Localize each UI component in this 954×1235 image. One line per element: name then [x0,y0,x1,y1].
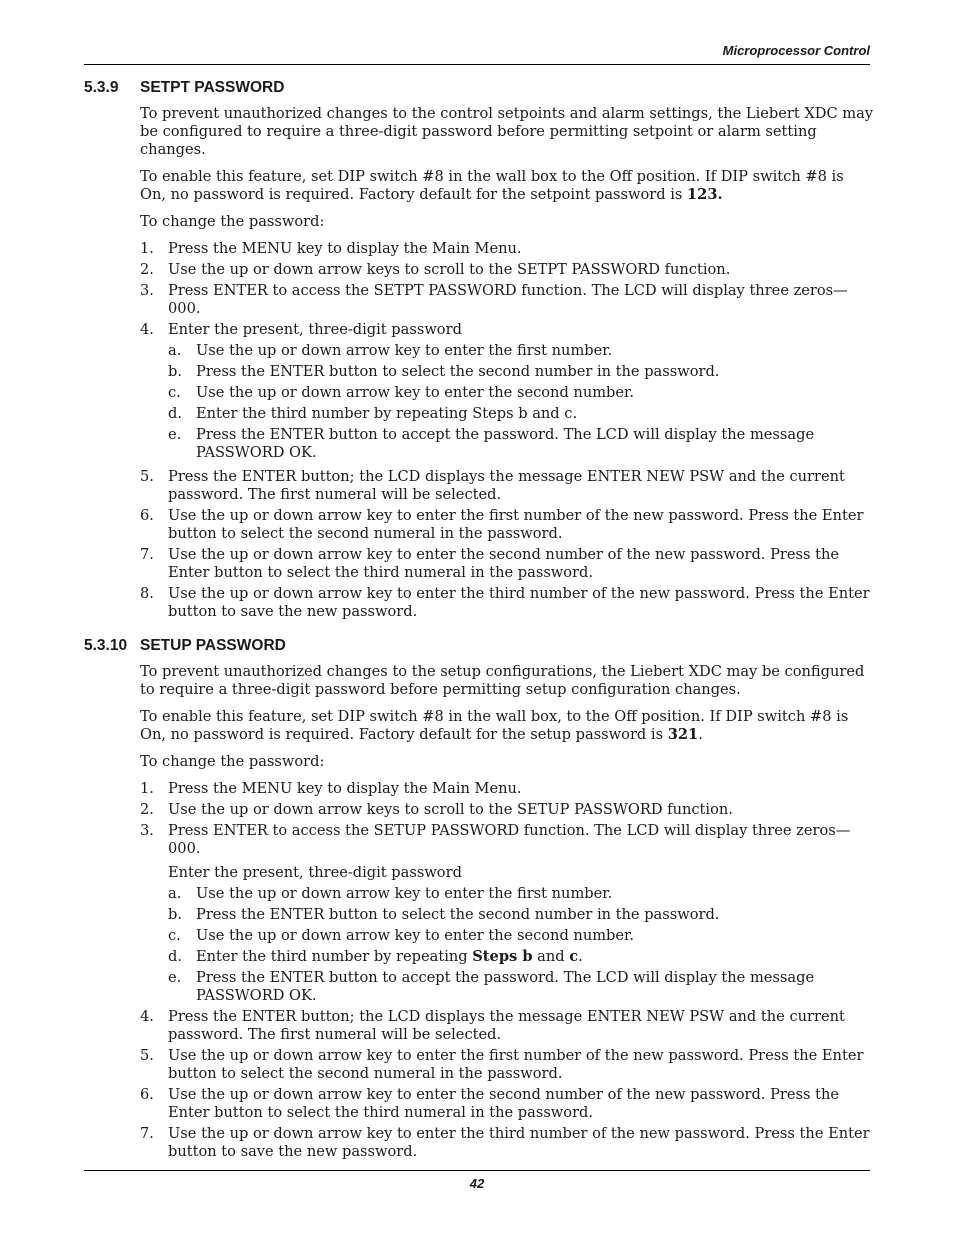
paragraph [140,708,874,744]
list-text: Press the ENTER button to select the second number in the password. [196,906,720,923]
section-number: 5.3.9 [84,79,119,96]
sub-list-item [168,927,874,945]
paragraph: To change the password: [140,753,325,770]
paragraph [140,168,874,204]
list-text: Press the ENTER button to accept the password. The LCD will display the message PASSWORD OK. [196,426,815,461]
list-item [140,261,874,279]
bold-run: c [569,948,579,965]
list-text: Enter the third number by repeating Steps b and c. [196,405,578,422]
sub-step-list [168,885,874,1005]
list-text: Use the up or down arrow key to enter the second number of the new password. Press the Enter button to select the third numeral in the password. [168,1086,840,1121]
text-run: Enter the third number by repeating [196,948,473,965]
text-run: and [532,948,570,965]
list-text: Use the up or down arrow key to enter the second number. [196,384,635,401]
section-heading-setup-password [84,637,874,655]
list-marker: c. [168,384,181,401]
sub-list-item [168,885,874,903]
list-marker: 7. [140,1125,154,1142]
list-item [140,321,874,465]
list-marker: 3. [140,282,154,299]
section-title: SETPT PASSWORD [140,79,285,96]
list-text: Use the up or down arrow key to enter the first number of the new password. Press the Enter button to select the second numeral in the password. [168,507,864,542]
sub-list-item [168,969,874,1005]
list-marker: 2. [140,801,154,818]
step-list [140,780,874,858]
list-text: Enter the present, three-digit password [168,321,462,338]
section-title: SETUP PASSWORD [140,637,286,654]
list-marker: 4. [140,321,154,338]
paragraph: To prevent unauthorized changes to the setup configurations, the Liebert XDC may be configured to require a three-digit password before permitting setup configuration changes. [140,663,865,698]
sub-list-item [168,342,874,360]
list-text: Press ENTER to access the SETPT PASSWORD function. The LCD will display three zeros—000. [168,282,848,317]
list-item [140,507,874,543]
list-marker: e. [168,969,182,986]
list-text: Press the ENTER button to accept the password. The LCD will display the message PASSWORD OK. [196,969,815,1004]
list-marker: 2. [140,261,154,278]
section-body-setpt [140,105,874,621]
list-text: Use the up or down arrow key to enter the first number. [196,885,613,902]
section-body-setup [140,663,874,1161]
list-text: Press the ENTER button to select the second number in the password. [196,363,720,380]
list-item [140,822,874,858]
list-marker: 6. [140,507,154,524]
list-marker: b. [168,906,182,923]
list-item [140,1125,874,1161]
list-marker: a. [168,342,182,359]
sub-list-item [168,426,874,462]
list-marker: 5. [140,1047,154,1064]
sub-list-item [168,405,874,423]
section-spacer [84,627,874,637]
list-text: Use the up or down arrow key to enter the first number of the new password. Press the Enter button to select the second numeral in the password. [168,1047,864,1082]
list-text [196,948,583,966]
sub-list-item [168,363,874,381]
footer-rule [84,1170,870,1171]
sub-step-list [168,342,874,462]
list-marker: 3. [140,822,154,839]
list-item [140,546,874,582]
list-item [140,240,874,258]
header-rule [84,64,870,65]
list-marker: d. [168,948,182,965]
list-item [140,468,874,504]
bold-run: Steps b [472,948,533,965]
paragraph: To prevent unauthorized changes to the control setpoints and alarm settings, the Liebert XDC may be configured to require a three-digit password before permitting setpoint or alarm setting changes. [140,105,874,158]
sub-list-item [168,948,874,966]
list-text: Use the up or down arrow keys to scroll to the SETPT PASSWORD function. [168,261,731,278]
paragraph: To change the password: [140,213,325,230]
running-header: Microprocessor Control [722,43,870,58]
page-number: 42 [469,1176,485,1191]
list-item [140,585,874,621]
section-number: 5.3.10 [84,637,128,654]
step-list [140,240,874,621]
list-item [140,1086,874,1122]
list-marker: b. [168,363,182,380]
text-run: To enable this feature, set DIP switch #8 in the wall box, to the Off position. If DIP switch #8 is On, no password is required. Factory default for the setup password is [140,708,849,743]
list-item [140,1047,874,1083]
step-list [140,1008,874,1161]
list-marker: e. [168,426,182,443]
text-run: . [578,948,583,965]
list-text: Press the ENTER button; the LCD displays the message ENTER NEW PSW and the current password. The first numeral will be selected. [168,1008,845,1043]
list-text: Press the MENU key to display the Main Menu. [168,780,522,797]
list-item [140,282,874,318]
default-password: 123. [687,186,723,203]
list-text: Use the up or down arrow key to enter the third number of the new password. Press the Enter button to save the new password. [168,1125,870,1160]
list-marker: d. [168,405,182,422]
page-content [84,79,874,1167]
list-item [140,801,874,819]
list-text: Use the up or down arrow keys to scroll to the SETUP PASSWORD function. [168,801,733,818]
list-marker: a. [168,885,182,902]
list-text: Press the ENTER button; the LCD displays the message ENTER NEW PSW and the current password. The first numeral will be selected. [168,468,845,503]
list-marker: 6. [140,1086,154,1103]
text-run: To enable this feature, set DIP switch #8 in the wall box to the Off position. If DIP switch #8 is On, no password is required. Factory default for the setpoint password is [140,168,844,203]
list-marker: 8. [140,585,154,602]
list-text: Enter the present, three-digit password [168,864,462,881]
section-heading-setpt-password [84,79,874,97]
list-marker: 5. [140,468,154,485]
list-marker: 4. [140,1008,154,1025]
list-marker: 1. [140,240,154,257]
list-marker: c. [168,927,181,944]
list-item [140,1008,874,1044]
unnumbered-step [168,864,874,1005]
text-run: . [698,726,703,743]
list-text: Use the up or down arrow key to enter the third number of the new password. Press the Enter button to save the new password. [168,585,870,620]
list-marker: 7. [140,546,154,563]
list-marker: 1. [140,780,154,797]
list-item [140,780,874,798]
list-text: Use the up or down arrow key to enter the first number. [196,342,613,359]
sub-list-item [168,384,874,402]
list-text: Press ENTER to access the SETUP PASSWORD function. The LCD will display three zeros—000. [168,822,851,857]
default-password: 321 [667,726,699,743]
list-text: Use the up or down arrow key to enter the second number. [196,927,635,944]
sub-list-item [168,906,874,924]
list-text: Use the up or down arrow key to enter the second number of the new password. Press the Enter button to select the third numeral in the password. [168,546,840,581]
list-text: Press the MENU key to display the Main Menu. [168,240,522,257]
